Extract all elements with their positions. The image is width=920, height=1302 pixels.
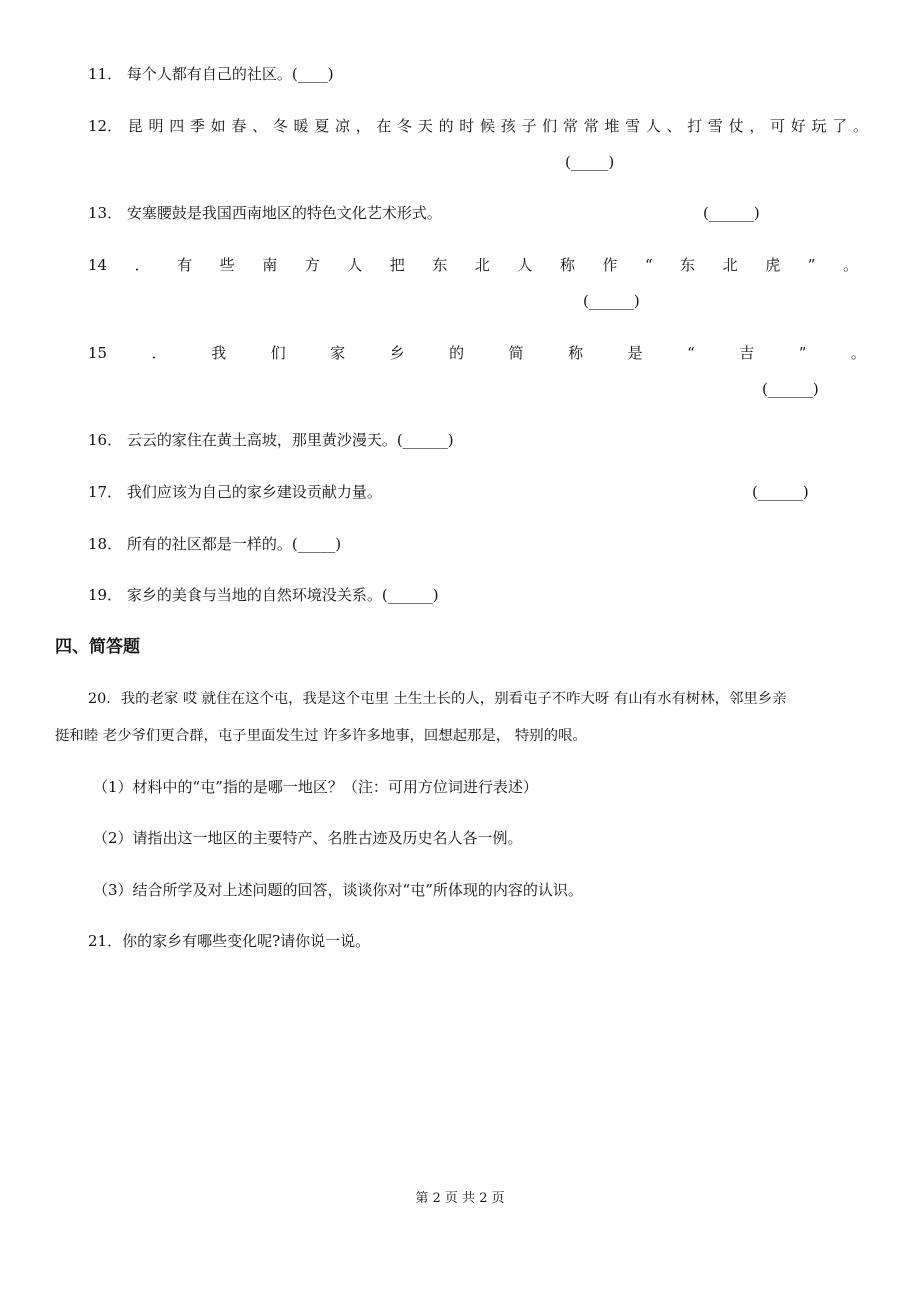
question-char: 。	[850, 344, 866, 362]
question-char: 凉	[334, 117, 350, 135]
page-footer: 第 2 页 共 2 页	[415, 1191, 505, 1206]
answer-blank[interactable]: (______)	[396, 431, 454, 449]
question-char: 称	[568, 344, 584, 362]
question-char: 些	[219, 256, 235, 274]
question-number: 12．	[88, 117, 123, 135]
question-number: 19．	[88, 586, 123, 604]
question-14	[88, 255, 858, 275]
question-char: 。	[852, 117, 868, 135]
question-char: 夏	[314, 117, 330, 135]
question-char: 家	[330, 344, 346, 362]
question-char: 了	[832, 117, 848, 135]
question-17	[88, 482, 382, 502]
answer-blank[interactable]: (____)	[291, 65, 334, 83]
question-char: 可	[770, 117, 786, 135]
question-text: 云云的家住在黄土高坡，那里黄沙漫天。	[126, 431, 397, 449]
answer-blank[interactable]: (______)	[752, 483, 809, 501]
answer-blank[interactable]: (_____)	[291, 535, 342, 553]
question-16	[88, 430, 454, 450]
question-char: 简	[508, 344, 524, 362]
question-number: 13．	[88, 204, 123, 222]
question-char: 季	[189, 117, 205, 135]
question-char: 雪	[707, 117, 723, 135]
question-char: 雪	[625, 117, 641, 135]
question-char: 玩	[811, 117, 827, 135]
question-char: 子	[521, 117, 537, 135]
question-char: 作	[602, 256, 618, 274]
question-text: 安塞腰鼓是我国西南地区的特色文化艺术形式。	[126, 204, 442, 222]
question-char: 人	[347, 256, 363, 274]
question-char: 东	[680, 256, 696, 274]
question-char: 北	[474, 256, 490, 274]
question-15	[88, 343, 866, 363]
question-13	[88, 203, 442, 223]
question-char: 我	[211, 344, 227, 362]
question-char: 。	[842, 256, 858, 274]
question-number: 16．	[88, 431, 123, 449]
question-char: 好	[790, 117, 806, 135]
question-12	[88, 116, 868, 136]
question-char: 常	[583, 117, 599, 135]
question-char: 冬	[397, 117, 413, 135]
question-char: 方	[304, 256, 320, 274]
answer-blank[interactable]: (______)	[381, 586, 439, 604]
question-char: 的	[438, 117, 454, 135]
question-char: “	[687, 344, 695, 362]
answer-blank[interactable]: (______)	[762, 380, 819, 398]
question-char: 昆	[127, 117, 143, 135]
question-21: 21．你的家乡有哪些变化呢?请你说一说。	[88, 932, 371, 950]
question-char: 有	[177, 256, 193, 274]
question-text: 所有的社区都是一样的。	[126, 535, 292, 553]
question-text: 我们应该为自己的家乡建设贡献力量。	[126, 483, 382, 501]
question-char: ．	[134, 256, 150, 274]
question-18	[88, 534, 341, 554]
question-number: 15	[88, 344, 108, 362]
question-11	[88, 64, 334, 84]
answer-blank[interactable]: (______)	[703, 204, 760, 222]
question-char: 打	[687, 117, 703, 135]
question-char: 在	[376, 117, 392, 135]
question-20-line-1: 20．我的老家 哎 就住在这个屯，我是这个屯里 土生土长的人，别看屯子不咋大呀 有山有水有树林，邻里乡亲	[88, 691, 787, 707]
question-char: 如	[210, 117, 226, 135]
question-char: 是	[627, 344, 643, 362]
question-char: 吉	[739, 344, 755, 362]
question-19	[88, 585, 439, 605]
answer-blank[interactable]: (_____)	[565, 153, 615, 171]
question-char: ”	[798, 344, 807, 362]
question-char: ．	[151, 344, 167, 362]
question-char: 、	[666, 117, 682, 135]
question-20-sub-2: （2）请指出这一地区的主要特产、名胜古迹及历史名人各一例。	[93, 829, 523, 847]
answer-blank[interactable]: (______)	[583, 292, 640, 310]
question-char: 冬	[272, 117, 288, 135]
question-char: 虎	[765, 256, 781, 274]
question-char: 时	[459, 117, 475, 135]
section-title: 四、简答题	[55, 637, 140, 657]
question-char: 乡	[389, 344, 405, 362]
question-text: 每个人都有自己的社区。	[126, 65, 292, 83]
question-char: 明	[148, 117, 164, 135]
question-char: 堆	[604, 117, 620, 135]
question-text: 家乡的美食与当地的自然环境没关系。	[126, 586, 382, 604]
question-char: 人	[645, 117, 661, 135]
question-20-sub-1: （1）材料中的“屯”指的是哪一地区？（注：可用方位词进行表述）	[93, 778, 538, 796]
question-char: 候	[480, 117, 496, 135]
question-char: “	[644, 256, 653, 274]
question-20-line-2: 挺和睦 老少爷们更合群，屯子里面发生过 许多许多地事，回想起那是， 特别的哏。	[55, 728, 587, 744]
question-char: 南	[262, 256, 278, 274]
question-char: ”	[807, 256, 816, 274]
question-char: 们	[542, 117, 558, 135]
question-number: 14	[88, 256, 108, 274]
question-char: ，	[749, 117, 765, 135]
question-char: 的	[449, 344, 465, 362]
question-number: 17．	[88, 483, 123, 501]
question-number: 11．	[88, 65, 123, 83]
question-char: 天	[417, 117, 433, 135]
question-char: 称	[559, 256, 575, 274]
question-20-sub-3: （3）结合所学及对上述问题的回答，谈谈你对“屯”所体现的内容的认识。	[93, 881, 583, 899]
question-char: 北	[722, 256, 738, 274]
question-char: 仗	[728, 117, 744, 135]
question-char: 孩	[500, 117, 516, 135]
question-char: 四	[169, 117, 185, 135]
question-char: 把	[389, 256, 405, 274]
question-number: 18．	[88, 535, 123, 553]
question-char: 们	[270, 344, 286, 362]
question-char: 、	[252, 117, 268, 135]
question-char: 常	[562, 117, 578, 135]
question-char: 春	[231, 117, 247, 135]
question-char: 暖	[293, 117, 309, 135]
question-char: 人	[517, 256, 533, 274]
question-char: 东	[432, 256, 448, 274]
question-char: ，	[355, 117, 371, 135]
